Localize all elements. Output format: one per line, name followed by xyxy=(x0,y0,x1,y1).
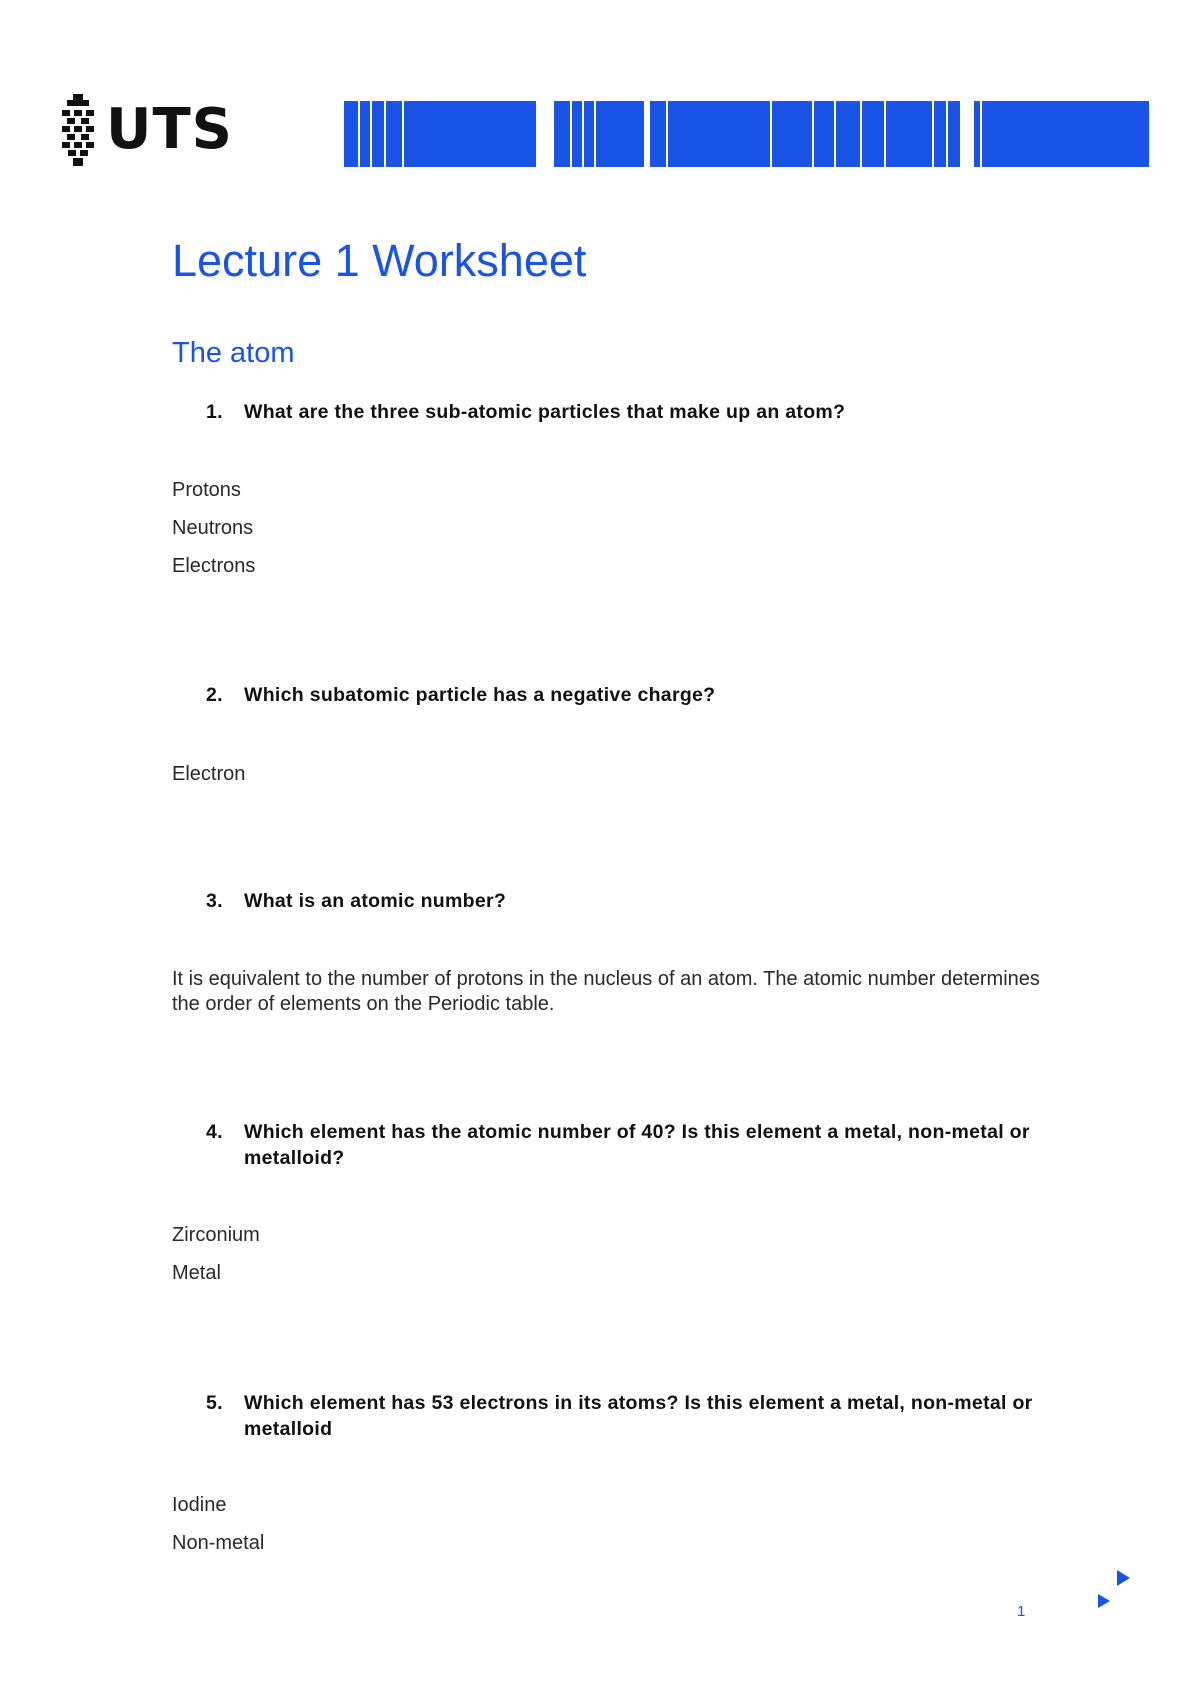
page-number: 1 xyxy=(1017,1603,1026,1620)
question-text: What is an atomic number? xyxy=(244,890,507,912)
question-2 xyxy=(206,682,1056,708)
answer-line: Iodine xyxy=(172,1494,227,1516)
question-1 xyxy=(206,399,1056,425)
question-number: 5. xyxy=(206,1392,223,1414)
answer-line: Electron xyxy=(172,763,246,785)
question-4 xyxy=(206,1119,1056,1171)
question-text: Which element has the atomic number of 40? Is this element a metal, non-metal or metalloid? xyxy=(244,1121,1030,1169)
answer-1 xyxy=(172,471,1052,585)
answer-4 xyxy=(172,1216,1052,1292)
question-5 xyxy=(206,1390,1056,1442)
answer-line: Protons xyxy=(172,479,241,501)
question-text: What are the three sub-atomic particles that make up an atom? xyxy=(244,401,846,423)
question-3 xyxy=(206,888,1056,914)
question-text: Which element has 53 electrons in its atoms? Is this element a metal, non-metal or metalloid xyxy=(244,1392,1033,1440)
blue-barcode-banner-icon xyxy=(344,101,1149,167)
uts-shield-logo-icon xyxy=(58,94,98,166)
question-number: 4. xyxy=(206,1121,223,1143)
answer-line: Non-metal xyxy=(172,1532,265,1554)
section-heading: The atom xyxy=(172,337,295,369)
uts-logo xyxy=(58,94,234,166)
play-arrows-icon xyxy=(1090,1570,1130,1614)
answer-2 xyxy=(172,755,1052,793)
answer-line: Neutrons xyxy=(172,517,254,539)
document-title: Lecture 1 Worksheet xyxy=(172,235,587,286)
question-text: Which subatomic particle has a negative charge? xyxy=(244,684,716,706)
question-number: 2. xyxy=(206,684,223,706)
answer-line: Electrons xyxy=(172,555,256,577)
question-number: 1. xyxy=(206,401,223,423)
question-number: 3. xyxy=(206,890,223,912)
answer-5 xyxy=(172,1486,1052,1562)
answer-3: It is equivalent to the number of protons in the nucleus of an atom. The atomic number determines the order of elements on the Periodic table. xyxy=(172,968,1040,1015)
answer-line: Metal xyxy=(172,1262,221,1284)
uts-logo-text: UTS xyxy=(106,97,234,162)
answer-line: Zirconium xyxy=(172,1224,260,1246)
